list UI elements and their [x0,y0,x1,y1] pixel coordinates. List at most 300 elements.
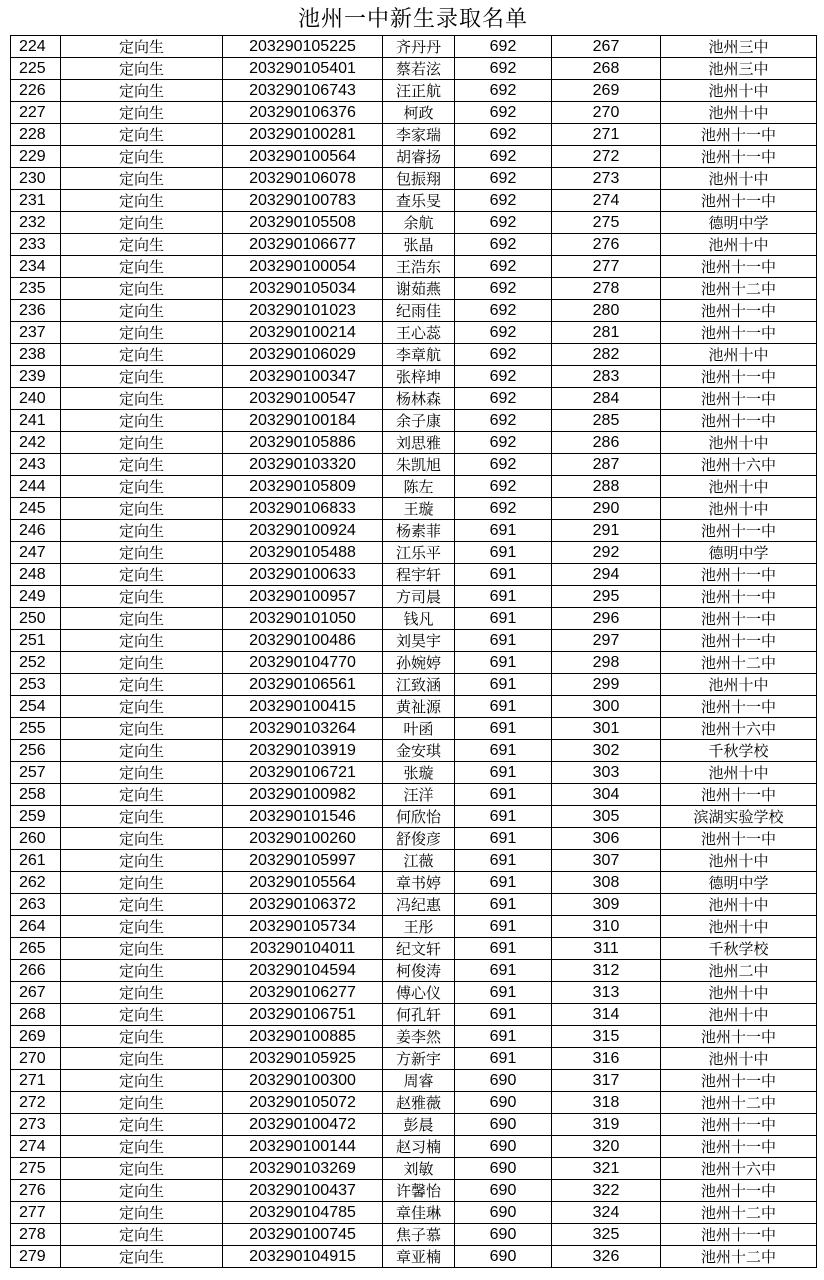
cell-row-index: 265 [11,938,61,960]
cell-category: 定向生 [61,256,223,278]
cell-school: 池州十一中 [661,388,817,410]
cell-school: 池州十六中 [661,718,817,740]
table-row [11,190,817,212]
cell-exam-number: 203290100415 [223,696,383,718]
cell-school: 池州十一中 [661,586,817,608]
cell-exam-number: 203290101023 [223,300,383,322]
cell-exam-number: 203290105886 [223,432,383,454]
cell-school: 池州十二中 [661,278,817,300]
cell-exam-number: 203290100547 [223,388,383,410]
cell-school: 德明中学 [661,542,817,564]
cell-rank: 314 [552,1004,661,1026]
table-row [11,80,817,102]
cell-category: 定向生 [61,498,223,520]
table-row [11,520,817,542]
cell-exam-number: 203290104594 [223,960,383,982]
cell-school: 池州十中 [661,1004,817,1026]
cell-school: 池州十二中 [661,652,817,674]
cell-rank: 317 [552,1070,661,1092]
cell-rank: 275 [552,212,661,234]
cell-school: 池州十一中 [661,300,817,322]
cell-rank: 286 [552,432,661,454]
cell-exam-number: 203290106833 [223,498,383,520]
cell-rank: 321 [552,1158,661,1180]
cell-row-index: 233 [11,234,61,256]
cell-category: 定向生 [61,1180,223,1202]
cell-rank: 282 [552,344,661,366]
table-row [11,1114,817,1136]
table-row [11,850,817,872]
cell-rank: 270 [552,102,661,124]
cell-row-index: 235 [11,278,61,300]
cell-student-name: 汪正航 [383,80,455,102]
cell-exam-number: 203290106376 [223,102,383,124]
cell-rank: 272 [552,146,661,168]
cell-student-name: 张晶 [383,234,455,256]
cell-rank: 296 [552,608,661,630]
cell-row-index: 270 [11,1048,61,1070]
cell-student-name: 谢茹燕 [383,278,455,300]
cell-rank: 322 [552,1180,661,1202]
cell-score: 692 [455,322,552,344]
table-row [11,718,817,740]
cell-school: 池州十一中 [661,1224,817,1246]
cell-school: 池州十二中 [661,1092,817,1114]
cell-row-index: 236 [11,300,61,322]
cell-score: 691 [455,1048,552,1070]
table-row [11,454,817,476]
table-row [11,366,817,388]
cell-student-name: 王心蕊 [383,322,455,344]
cell-exam-number: 203290100783 [223,190,383,212]
cell-row-index: 277 [11,1202,61,1224]
table-row [11,322,817,344]
cell-row-index: 234 [11,256,61,278]
cell-row-index: 227 [11,102,61,124]
cell-school: 池州十中 [661,80,817,102]
cell-score: 691 [455,828,552,850]
cell-score: 692 [455,300,552,322]
cell-score: 692 [455,410,552,432]
cell-exam-number: 203290105401 [223,58,383,80]
cell-rank: 313 [552,982,661,1004]
cell-rank: 316 [552,1048,661,1070]
cell-category: 定向生 [61,1114,223,1136]
cell-score: 692 [455,366,552,388]
cell-rank: 299 [552,674,661,696]
cell-rank: 274 [552,190,661,212]
cell-exam-number: 203290100745 [223,1224,383,1246]
table-row [11,894,817,916]
cell-rank: 295 [552,586,661,608]
cell-score: 690 [455,1136,552,1158]
cell-category: 定向生 [61,938,223,960]
cell-category: 定向生 [61,828,223,850]
cell-school: 池州十一中 [661,608,817,630]
cell-school: 池州十一中 [661,146,817,168]
cell-score: 692 [455,432,552,454]
table-row [11,828,817,850]
cell-school: 池州十中 [661,498,817,520]
cell-row-index: 250 [11,608,61,630]
table-row [11,784,817,806]
table-row [11,124,817,146]
cell-student-name: 查乐旻 [383,190,455,212]
cell-category: 定向生 [61,1136,223,1158]
cell-rank: 288 [552,476,661,498]
cell-school: 池州十一中 [661,322,817,344]
cell-school: 池州十中 [661,762,817,784]
cell-student-name: 方新宇 [383,1048,455,1070]
cell-row-index: 261 [11,850,61,872]
cell-score: 692 [455,344,552,366]
cell-student-name: 朱凯旭 [383,454,455,476]
cell-row-index: 249 [11,586,61,608]
cell-category: 定向生 [61,542,223,564]
cell-score: 692 [455,124,552,146]
cell-score: 690 [455,1224,552,1246]
cell-exam-number: 203290100486 [223,630,383,652]
cell-score: 691 [455,1004,552,1026]
cell-row-index: 278 [11,1224,61,1246]
table-row [11,1180,817,1202]
cell-score: 691 [455,652,552,674]
cell-student-name: 钱凡 [383,608,455,630]
table-row [11,476,817,498]
table-row [11,234,817,256]
cell-exam-number: 203290105564 [223,872,383,894]
cell-exam-number: 203290105508 [223,212,383,234]
cell-school: 滨湖实验学校 [661,806,817,828]
cell-score: 692 [455,146,552,168]
cell-exam-number: 203290100982 [223,784,383,806]
cell-row-index: 263 [11,894,61,916]
cell-category: 定向生 [61,1224,223,1246]
table-row [11,740,817,762]
cell-category: 定向生 [61,1246,223,1268]
cell-score: 692 [455,168,552,190]
cell-row-index: 262 [11,872,61,894]
cell-rank: 318 [552,1092,661,1114]
cell-score: 691 [455,718,552,740]
cell-school: 池州十一中 [661,410,817,432]
cell-category: 定向生 [61,300,223,322]
cell-category: 定向生 [61,366,223,388]
cell-row-index: 273 [11,1114,61,1136]
cell-student-name: 余航 [383,212,455,234]
cell-row-index: 267 [11,982,61,1004]
cell-category: 定向生 [61,388,223,410]
cell-school: 池州十一中 [661,564,817,586]
cell-student-name: 江致涵 [383,674,455,696]
cell-exam-number: 203290103919 [223,740,383,762]
cell-student-name: 齐丹丹 [383,36,455,58]
cell-student-name: 赵雅薇 [383,1092,455,1114]
table-row [11,36,817,58]
cell-exam-number: 203290101050 [223,608,383,630]
table-row [11,212,817,234]
cell-school: 池州二中 [661,960,817,982]
cell-student-name: 胡睿扬 [383,146,455,168]
cell-student-name: 何孔轩 [383,1004,455,1026]
cell-category: 定向生 [61,762,223,784]
cell-student-name: 章佳琳 [383,1202,455,1224]
cell-score: 691 [455,938,552,960]
cell-exam-number: 203290100957 [223,586,383,608]
cell-student-name: 章亚楠 [383,1246,455,1268]
cell-row-index: 238 [11,344,61,366]
table-row [11,652,817,674]
cell-student-name: 彭晨 [383,1114,455,1136]
cell-student-name: 纪雨佳 [383,300,455,322]
table-row [11,564,817,586]
cell-school: 德明中学 [661,872,817,894]
cell-exam-number: 203290105925 [223,1048,383,1070]
cell-rank: 303 [552,762,661,784]
cell-category: 定向生 [61,146,223,168]
cell-exam-number: 203290105034 [223,278,383,300]
cell-score: 690 [455,1246,552,1268]
cell-rank: 297 [552,630,661,652]
cell-rank: 298 [552,652,661,674]
cell-rank: 276 [552,234,661,256]
cell-exam-number: 203290105488 [223,542,383,564]
cell-school: 池州十一中 [661,366,817,388]
table-row [11,168,817,190]
cell-category: 定向生 [61,960,223,982]
cell-row-index: 252 [11,652,61,674]
cell-student-name: 焦子慕 [383,1224,455,1246]
cell-score: 690 [455,1180,552,1202]
cell-score: 692 [455,476,552,498]
cell-school: 池州十一中 [661,124,817,146]
cell-rank: 294 [552,564,661,586]
cell-exam-number: 203290104011 [223,938,383,960]
cell-student-name: 傅心仪 [383,982,455,1004]
cell-row-index: 274 [11,1136,61,1158]
cell-category: 定向生 [61,80,223,102]
cell-category: 定向生 [61,1202,223,1224]
cell-rank: 304 [552,784,661,806]
cell-row-index: 231 [11,190,61,212]
cell-exam-number: 203290104770 [223,652,383,674]
cell-rank: 290 [552,498,661,520]
cell-row-index: 271 [11,1070,61,1092]
cell-score: 692 [455,388,552,410]
cell-row-index: 241 [11,410,61,432]
cell-row-index: 269 [11,1026,61,1048]
cell-exam-number: 203290100300 [223,1070,383,1092]
cell-category: 定向生 [61,1070,223,1092]
cell-student-name: 王彤 [383,916,455,938]
cell-category: 定向生 [61,124,223,146]
cell-score: 691 [455,674,552,696]
cell-score: 692 [455,212,552,234]
cell-row-index: 253 [11,674,61,696]
cell-rank: 311 [552,938,661,960]
cell-rank: 300 [552,696,661,718]
cell-rank: 312 [552,960,661,982]
cell-row-index: 257 [11,762,61,784]
cell-school: 池州三中 [661,36,817,58]
cell-category: 定向生 [61,520,223,542]
cell-category: 定向生 [61,454,223,476]
cell-category: 定向生 [61,102,223,124]
cell-category: 定向生 [61,718,223,740]
cell-exam-number: 203290106561 [223,674,383,696]
table-row [11,982,817,1004]
cell-score: 692 [455,498,552,520]
table-row [11,498,817,520]
cell-score: 691 [455,982,552,1004]
cell-row-index: 259 [11,806,61,828]
cell-category: 定向生 [61,630,223,652]
cell-score: 691 [455,1026,552,1048]
admission-table-body [11,36,817,1268]
cell-exam-number: 203290106751 [223,1004,383,1026]
cell-category: 定向生 [61,850,223,872]
cell-category: 定向生 [61,894,223,916]
cell-row-index: 239 [11,366,61,388]
cell-student-name: 刘敏 [383,1158,455,1180]
cell-school: 池州十一中 [661,1026,817,1048]
cell-rank: 308 [552,872,661,894]
table-row [11,1136,817,1158]
cell-student-name: 柯俊涛 [383,960,455,982]
cell-exam-number: 203290105734 [223,916,383,938]
cell-category: 定向生 [61,344,223,366]
cell-rank: 277 [552,256,661,278]
cell-score: 691 [455,542,552,564]
cell-school: 千秋学校 [661,938,817,960]
cell-rank: 306 [552,828,661,850]
cell-school: 池州十中 [661,982,817,1004]
table-row [11,300,817,322]
cell-student-name: 程宇轩 [383,564,455,586]
cell-score: 691 [455,740,552,762]
cell-category: 定向生 [61,564,223,586]
cell-category: 定向生 [61,212,223,234]
table-row [11,1158,817,1180]
cell-category: 定向生 [61,410,223,432]
cell-student-name: 王璇 [383,498,455,520]
cell-student-name: 孙婉婷 [383,652,455,674]
cell-student-name: 杨林森 [383,388,455,410]
cell-school: 池州三中 [661,58,817,80]
table-row [11,762,817,784]
cell-student-name: 许馨怡 [383,1180,455,1202]
cell-school: 池州十一中 [661,784,817,806]
cell-exam-number: 203290106743 [223,80,383,102]
cell-exam-number: 203290106277 [223,982,383,1004]
cell-rank: 285 [552,410,661,432]
admission-table [10,35,817,1268]
cell-score: 692 [455,36,552,58]
cell-student-name: 何欣怡 [383,806,455,828]
cell-student-name: 王浩东 [383,256,455,278]
cell-student-name: 李家瑞 [383,124,455,146]
cell-rank: 284 [552,388,661,410]
cell-category: 定向生 [61,1158,223,1180]
cell-school: 池州十一中 [661,1136,817,1158]
cell-student-name: 张梓坤 [383,366,455,388]
cell-student-name: 柯政 [383,102,455,124]
cell-rank: 302 [552,740,661,762]
table-row [11,586,817,608]
cell-score: 691 [455,762,552,784]
cell-rank: 291 [552,520,661,542]
table-row [11,1070,817,1092]
cell-row-index: 246 [11,520,61,542]
cell-school: 池州十中 [661,432,817,454]
table-row [11,278,817,300]
cell-row-index: 272 [11,1092,61,1114]
cell-exam-number: 203290105997 [223,850,383,872]
cell-score: 692 [455,58,552,80]
cell-rank: 326 [552,1246,661,1268]
cell-exam-number: 203290106078 [223,168,383,190]
cell-category: 定向生 [61,586,223,608]
cell-category: 定向生 [61,1048,223,1070]
cell-exam-number: 203290100633 [223,564,383,586]
cell-exam-number: 203290106372 [223,894,383,916]
cell-score: 692 [455,234,552,256]
cell-score: 692 [455,454,552,476]
table-row [11,872,817,894]
cell-school: 池州十中 [661,1048,817,1070]
cell-row-index: 232 [11,212,61,234]
table-row [11,806,817,828]
cell-student-name: 赵习楠 [383,1136,455,1158]
cell-rank: 319 [552,1114,661,1136]
cell-category: 定向生 [61,322,223,344]
table-row [11,916,817,938]
cell-school: 池州十一中 [661,696,817,718]
table-row [11,938,817,960]
cell-student-name: 蔡若泫 [383,58,455,80]
cell-rank: 325 [552,1224,661,1246]
cell-score: 691 [455,806,552,828]
cell-school: 池州十中 [661,850,817,872]
cell-score: 690 [455,1092,552,1114]
cell-exam-number: 203290100260 [223,828,383,850]
cell-student-name: 章书婷 [383,872,455,894]
cell-row-index: 230 [11,168,61,190]
cell-category: 定向生 [61,872,223,894]
cell-exam-number: 203290100281 [223,124,383,146]
cell-row-index: 237 [11,322,61,344]
cell-school: 池州十一中 [661,520,817,542]
cell-category: 定向生 [61,278,223,300]
cell-exam-number: 203290100472 [223,1114,383,1136]
page-title: 池州一中新生录取名单 [297,7,528,32]
cell-school: 池州十一中 [661,630,817,652]
cell-rank: 281 [552,322,661,344]
cell-school: 池州十中 [661,234,817,256]
cell-row-index: 228 [11,124,61,146]
cell-rank: 271 [552,124,661,146]
table-row [11,630,817,652]
cell-exam-number: 203290100437 [223,1180,383,1202]
cell-category: 定向生 [61,190,223,212]
cell-rank: 324 [552,1202,661,1224]
cell-category: 定向生 [61,168,223,190]
cell-school: 千秋学校 [661,740,817,762]
cell-student-name: 叶函 [383,718,455,740]
cell-student-name: 张璇 [383,762,455,784]
table-row [11,960,817,982]
cell-school: 池州十一中 [661,828,817,850]
